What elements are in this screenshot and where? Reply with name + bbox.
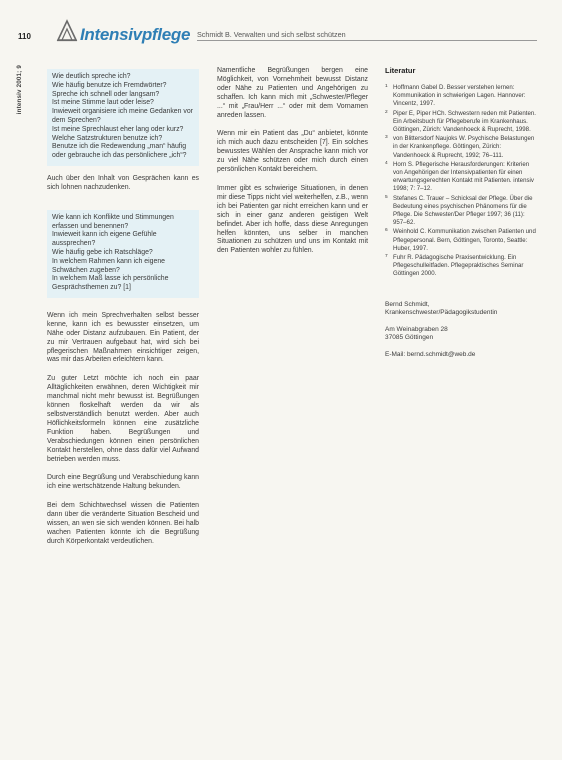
question-item: In welchem Rahmen kann ich eigene Schwächen zugeben? (52, 257, 165, 274)
question-item: Welche Satzstrukturen benutze ich? (52, 134, 163, 142)
journal-brand: Intensivpflege (80, 25, 191, 44)
body-paragraph: Bei dem Schichtwechsel wissen die Patienten dann über die veränderte Situation Bescheid und wissen, an wen sie sich wenden können. Bei halb wachen Patienten könnte ich die Begrüßung durch Körperkontakt verdeutlichen. (47, 502, 199, 545)
question-item: Inwieweit kann ich eigene Gefühle aussprechen? (52, 231, 157, 248)
question-item: Inwieweit organisiere ich meine Gedanken vor dem Sprechen? (52, 108, 193, 124)
body-paragraph: Durch eine Begrüßung und Verabschiedung kann ich eine wertschätzende Haltung bekunden. (47, 474, 199, 491)
question-item: Wie kann ich Konflikte und Stimmungen erfassen und benennen? (52, 213, 174, 230)
page-header (0, 0, 562, 60)
column-right (385, 67, 538, 360)
body-paragraph: Immer gibt es schwierige Situationen, in denen mir diese Tipps nicht viel weiterhelfen, z.B., wenn ich bei Patienten gar nicht erreichen kann und er sich in einer ganz anderen geistigen Welt befindet. Aber ich hoffe, dass diese Anregungen helfen könnten, uns selber in manchen Situationen zu schützen und uns im Kontakt mit den Patienten wohler zu fühlen. (217, 184, 368, 255)
question-item: Spreche ich schnell oder langsam? (52, 90, 160, 98)
references-heading: Literatur (385, 66, 416, 75)
question-item: Wie häufig gebe ich Ratschläge? (52, 248, 153, 256)
body-paragraph: Zu guter Letzt möchte ich noch ein paar Alltäglichkeiten erwähnen, deren Wichtigkeit mir manchmal nicht mehr bewusst ist. Begrüßungen können floskelhaft werden da wir als selbstverständlich benutzt werden. Aber auch Höflichkeitsformeln können eine zusätzliche Funktion haben. Begrüßungen und Verabschiedungen können einen persönlichen Kontakt herstellen, ohne dass dafür viel Aufwand betrieben werden muss. (47, 375, 199, 463)
reference-item: 5 Stefanes C. Trauer – Schicksal der Pflege. Über die Bedeutung eines psychischen Phänomens für die Pflege. Die Schwester/Der Pfleger 1997; 36 (11): 957–62. (385, 194, 533, 227)
author-street: Am Weinabgraben 28 (385, 325, 448, 333)
reference-item: 1 Hoffmann Gabel D. Besser verstehen lernen: Kommunikation in schwierigen Lagen. Hannover: Vincentz, 1997. (385, 83, 526, 108)
reference-item: 7 Fuhr R. Pädagogische Praxisentwicklung. Ein Pflegeschulleitfaden. Pflegepraktisches Seminar Göttingen 2000. (385, 253, 524, 278)
question-item: Wie deutlich spreche ich? (52, 73, 131, 80)
reference-item: 6 Weinhold C. Kommunikation zwischen Patienten und Pflegepersonal. Bern, Göttingen, Toronto, Seattle: Huber, 1997. (385, 228, 536, 252)
body-paragraph: Wenn mir ein Patient das „Du“ anbietet, könnte ich mich auch dazu entscheiden [7]. Ein solches bewusstes Wählen der Ansprache kann mich vor zu viel Nähe schützen oder mich durch einen persönlichen Kontakt bereichern. (217, 130, 368, 174)
question-item: Ist meine Stimme laut oder leise? (52, 99, 154, 107)
author-city: 37085 Göttingen (385, 334, 434, 342)
question-item: In welchem Maß lasse ich persönliche Gesprächsthemen zu? [1] (52, 275, 169, 292)
author-role: Krankenschwester/Pädagogikstudentin (385, 309, 498, 317)
body-paragraph: Wenn ich mein Sprechverhalten selbst besser kenne, kann ich es bewusster einsetzen, um Nähe oder Distanz aufzubauen. Ein Patient, der zu mir Vertrauen aufgebaut hat, wird sich bei pflegerischen Maßnahmen einsichtiger zeigen, was mir das Arbeiten erleichtern kann. (47, 311, 199, 364)
reference-item: 2 Piper E, Piper HCh. Schwestern reden mit Patienten. Ein Arbeitsbuch für Pflegeberufe im Krankenhaus. Göttingen, Zürich: Vandenhoeck & Ruprecht, 1998. (385, 109, 536, 133)
side-journal-label: intensiv 2001; 9 (16, 65, 23, 115)
author-email[interactable]: E-Mail: bernd.schmidt@web.de (385, 350, 476, 358)
question-box-speaking (47, 69, 199, 166)
question-item: Benutze ich die Redewendung „man“ häufig oder gebrauche ich das persönlichere „ich“? (52, 143, 187, 160)
question-box-content (47, 210, 199, 298)
author-name: Bernd Schmidt, (385, 300, 430, 308)
author-block (385, 301, 538, 360)
running-title: Schmidt B. Verwalten und sich selbst schützen (197, 30, 346, 39)
reference-item: 3 von Blittersdorf Naujoks W. Psychische Belastungen in der Krankenpflege. Göttingen, Zürich: Vandenhoeck & Ruprecht, 1992; 76–111. (385, 135, 535, 159)
column-left (47, 69, 199, 557)
column-middle (217, 67, 368, 266)
body-paragraph: Namentliche Begrüßungen bergen eine Möglichkeit, von Vornehmheit bewusst Distanz oder Nähe zu Patienten und Angehörigen zu schaffen. Ich kann mich mit „Schwester/Pfleger ...“ mit „Frau/Herr ...“ oder mit dem Vornamen anreden lassen. (217, 67, 368, 119)
page-number: 110 (18, 32, 31, 41)
journal-logo-icon (56, 18, 78, 42)
reference-item: 4 Horn S. Pflegerische Herausforderungen: Kriterien von Angehörigen der Intensivpatienten für einen erwartungsgerechten Kontakt mit Patienten. intensiv 1998; 7: 7–12. (385, 160, 534, 193)
body-paragraph: Auch über den Inhalt von Gesprächen kann es sich lohnen nachzudenken. (47, 174, 199, 191)
reference-list (385, 84, 538, 279)
question-item: Wie häufig benutze ich Fremdwörter? (52, 81, 167, 89)
question-item: Ist meine Sprechlaust eher lang oder kurz? (52, 125, 184, 133)
header-rule (197, 40, 537, 41)
